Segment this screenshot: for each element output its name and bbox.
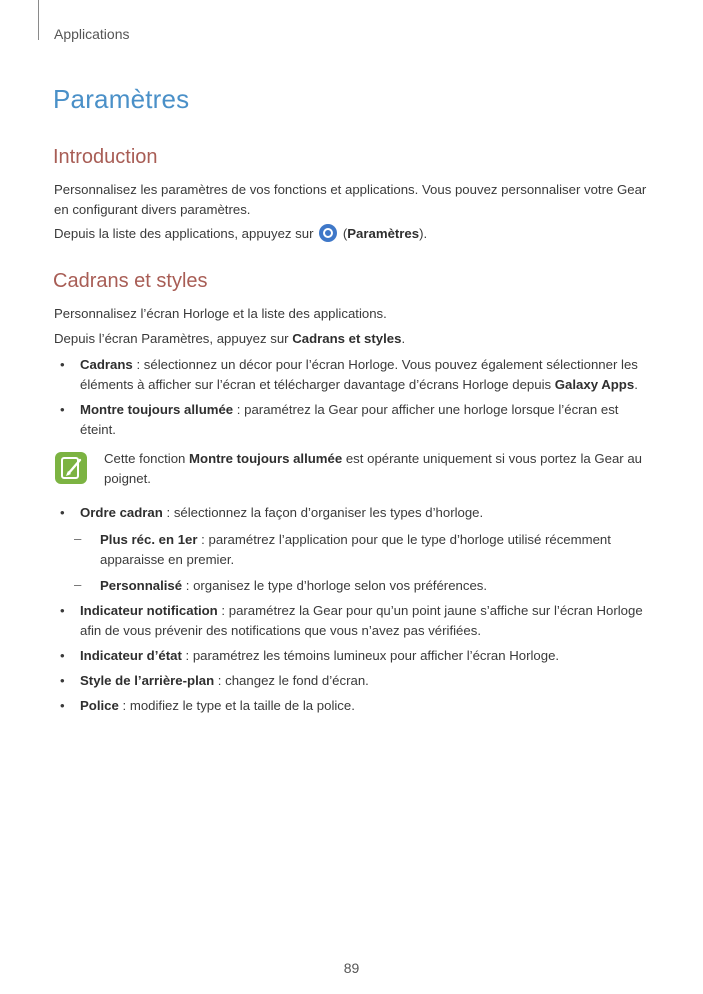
cadrans-heading: Cadrans et styles (53, 270, 208, 292)
list-item: • Ordre cadran : sélectionnez la façon d’organiser les types d’horloge. (60, 505, 484, 520)
note-text: Cette fonction Montre toujours allumée est opérante uniquement si vous portez la Gear au poignet. (104, 451, 643, 486)
list-item: • Style de l’arrière-plan : changez le fond d’écran. (60, 673, 369, 688)
sub-list-item: – Plus réc. en 1er : paramétrez l’application pour que le type d’horloge utilisé récemment apparaisse en premier. (74, 531, 611, 567)
list-item: • Cadrans : sélectionnez un décor pour l’écran Horloge. Vous pouvez également sélectionner les éléments à afficher sur l’écran et télécharger davantage d’écrans Horloge depuis Galaxy Apps. (60, 357, 638, 392)
header-rule (38, 0, 39, 40)
cadrans-paragraph: Personnalisez l’écran Horloge et la liste des applications. (54, 306, 387, 321)
list-item: • Police : modifiez le type et la taille de la police. (60, 698, 355, 713)
intro-paragraph: Personnalisez les paramètres de vos fonctions et applications. Vous pouvez personnaliser votre Gear en configurant divers paramètres. (54, 182, 647, 217)
list-item: • Montre toujours allumée : paramétrez la Gear pour afficher une horloge lorsque l’écran est éteint. (60, 402, 619, 437)
page-title: Paramètres (53, 84, 190, 114)
section-header: Applications (54, 26, 130, 42)
list-item: • Indicateur notification : paramétrez la Gear pour qu’un point jaune s’affiche sur l’écran Horloge afin de vous prévenir des notifications que vous n’avez pas vérifiées. (60, 603, 643, 638)
intro-heading: Introduction (53, 146, 158, 168)
list-item: • Indicateur d’état : paramétrez les témoins lumineux pour afficher l’écran Horloge. (60, 648, 560, 663)
intro-instruction: Depuis la liste des applications, appuyez sur (Paramètres). (54, 226, 428, 241)
page-number: 89 (343, 960, 360, 976)
settings-gear-icon (319, 224, 337, 242)
note-icon (55, 452, 87, 484)
cadrans-instruction: Depuis l’écran Paramètres, appuyez sur Cadrans et styles. (54, 331, 406, 346)
sub-list-item: – Personnalisé : organisez le type d’horloge selon vos préférences. (74, 577, 488, 593)
